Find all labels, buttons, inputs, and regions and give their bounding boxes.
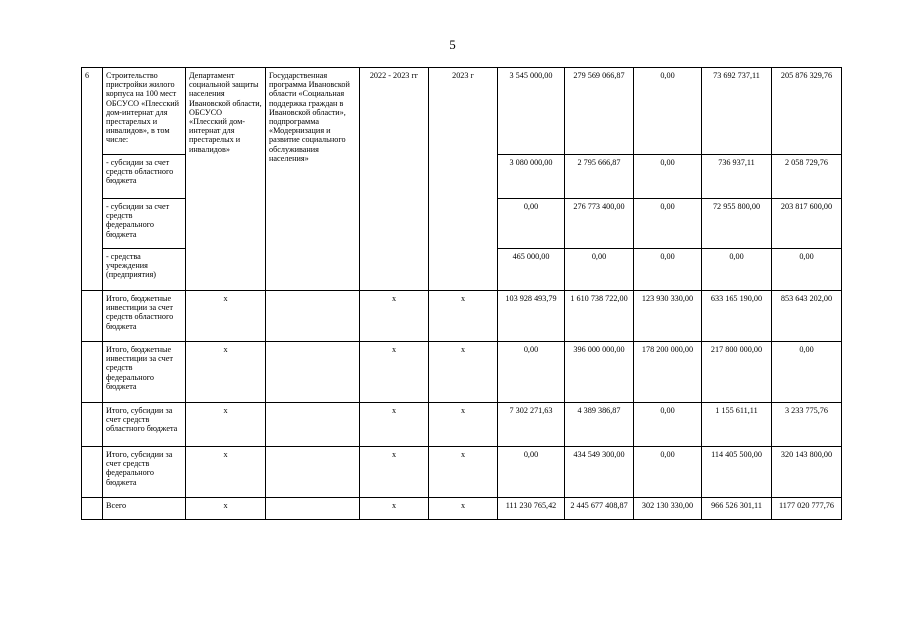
value-cell: 853 643 202,00 [772, 291, 842, 342]
value-cell: 3 080 000,00 [498, 155, 565, 199]
value-cell: 217 800 000,00 [702, 342, 772, 403]
value-cell: 114 405 500,00 [702, 447, 772, 498]
value-cell: 73 692 737,11 [702, 68, 772, 155]
value-cell: 0,00 [634, 199, 702, 249]
value-cell: 3 233 775,76 [772, 403, 842, 447]
value-cell: 633 165 190,00 [702, 291, 772, 342]
value-cell: 4 389 386,87 [565, 403, 634, 447]
x-mark: х [429, 291, 498, 342]
value-cell: 0,00 [634, 447, 702, 498]
value-cell: 0,00 [772, 342, 842, 403]
value-cell: 0,00 [565, 249, 634, 291]
value-cell: 72 955 800,00 [702, 199, 772, 249]
value-cell: 123 930 330,00 [634, 291, 702, 342]
value-cell: 2 058 729,76 [772, 155, 842, 199]
subrow-label: - субсидии за счет средств областного бюджета [103, 155, 186, 199]
x-mark: х [360, 447, 429, 498]
value-cell: 7 302 271,63 [498, 403, 565, 447]
table-row [82, 403, 842, 447]
value-cell: 1 155 611,11 [702, 403, 772, 447]
budget-table [81, 67, 842, 520]
x-mark: х [429, 342, 498, 403]
year-cell: 2023 г [429, 68, 498, 291]
value-cell: 1177 020 777,76 [772, 498, 842, 520]
value-cell: 0,00 [772, 249, 842, 291]
x-mark: х [360, 403, 429, 447]
table-row [82, 68, 842, 155]
object-name: Строительство пристройки жилого корпуса на 100 мест ОБСУСО «Плесский дом-интернат для престарелых и инвалидов», в том числе: [103, 68, 186, 155]
value-cell: 302 130 330,00 [634, 498, 702, 520]
total-label: Итого, бюджетные инвестиции за счет средств федерального бюджета [103, 342, 186, 403]
value-cell: 434 549 300,00 [565, 447, 634, 498]
subrow-label: - субсидии за счет средств федерального бюджета [103, 199, 186, 249]
value-cell: 2 795 666,87 [565, 155, 634, 199]
total-label: Всего [103, 498, 186, 520]
value-cell: 396 000 000,00 [565, 342, 634, 403]
value-cell: 2 445 677 408,87 [565, 498, 634, 520]
value-cell: 205 876 329,76 [772, 68, 842, 155]
program-cell: Государственная программа Ивановской области «Социальная поддержка граждан в Ивановской области», подпрограмма «Модернизация и развитие социального обслуживания населения» [266, 68, 360, 291]
x-mark: х [186, 403, 266, 447]
table-row [82, 498, 842, 520]
table-row [82, 342, 842, 403]
value-cell: 0,00 [634, 249, 702, 291]
x-mark: х [186, 291, 266, 342]
value-cell: 0,00 [634, 155, 702, 199]
table-row [82, 447, 842, 498]
x-mark: х [186, 342, 266, 403]
value-cell: 0,00 [498, 447, 565, 498]
x-mark: х [360, 498, 429, 520]
value-cell: 178 200 000,00 [634, 342, 702, 403]
total-label: Итого, бюджетные инвестиции за счет средств областного бюджета [103, 291, 186, 342]
row-number: 6 [82, 68, 103, 291]
value-cell: 276 773 400,00 [565, 199, 634, 249]
total-label: Итого, субсидии за счет средств областного бюджета [103, 403, 186, 447]
value-cell: 203 817 600,00 [772, 199, 842, 249]
value-cell: 3 545 000,00 [498, 68, 565, 155]
x-mark: х [186, 498, 266, 520]
value-cell: 966 526 301,11 [702, 498, 772, 520]
value-cell: 0,00 [702, 249, 772, 291]
page-number: 5 [449, 37, 456, 52]
total-label: Итого, субсидии за счет средств федерального бюджета [103, 447, 186, 498]
value-cell: 0,00 [634, 403, 702, 447]
period-cell: 2022 - 2023 гг [360, 68, 429, 291]
value-cell: 320 143 800,00 [772, 447, 842, 498]
value-cell: 736 937,11 [702, 155, 772, 199]
x-mark: х [429, 447, 498, 498]
x-mark: х [429, 498, 498, 520]
x-mark: х [186, 447, 266, 498]
x-mark: х [360, 291, 429, 342]
value-cell: 279 569 066,87 [565, 68, 634, 155]
executor-cell: Департамент социальной защиты населения Ивановской области, ОБСУСО «Плесский дом-интернат для престарелых и инвалидов» [186, 68, 266, 291]
value-cell: 103 928 493,79 [498, 291, 565, 342]
value-cell: 1 610 738 722,00 [565, 291, 634, 342]
value-cell: 465 000,00 [498, 249, 565, 291]
value-cell: 0,00 [498, 199, 565, 249]
table-row [82, 291, 842, 342]
value-cell: 0,00 [498, 342, 565, 403]
x-mark: х [360, 342, 429, 403]
subrow-label: - средства учреждения (предприятия) [103, 249, 186, 291]
value-cell: 111 230 765,42 [498, 498, 565, 520]
value-cell: 0,00 [634, 68, 702, 155]
x-mark: х [429, 403, 498, 447]
